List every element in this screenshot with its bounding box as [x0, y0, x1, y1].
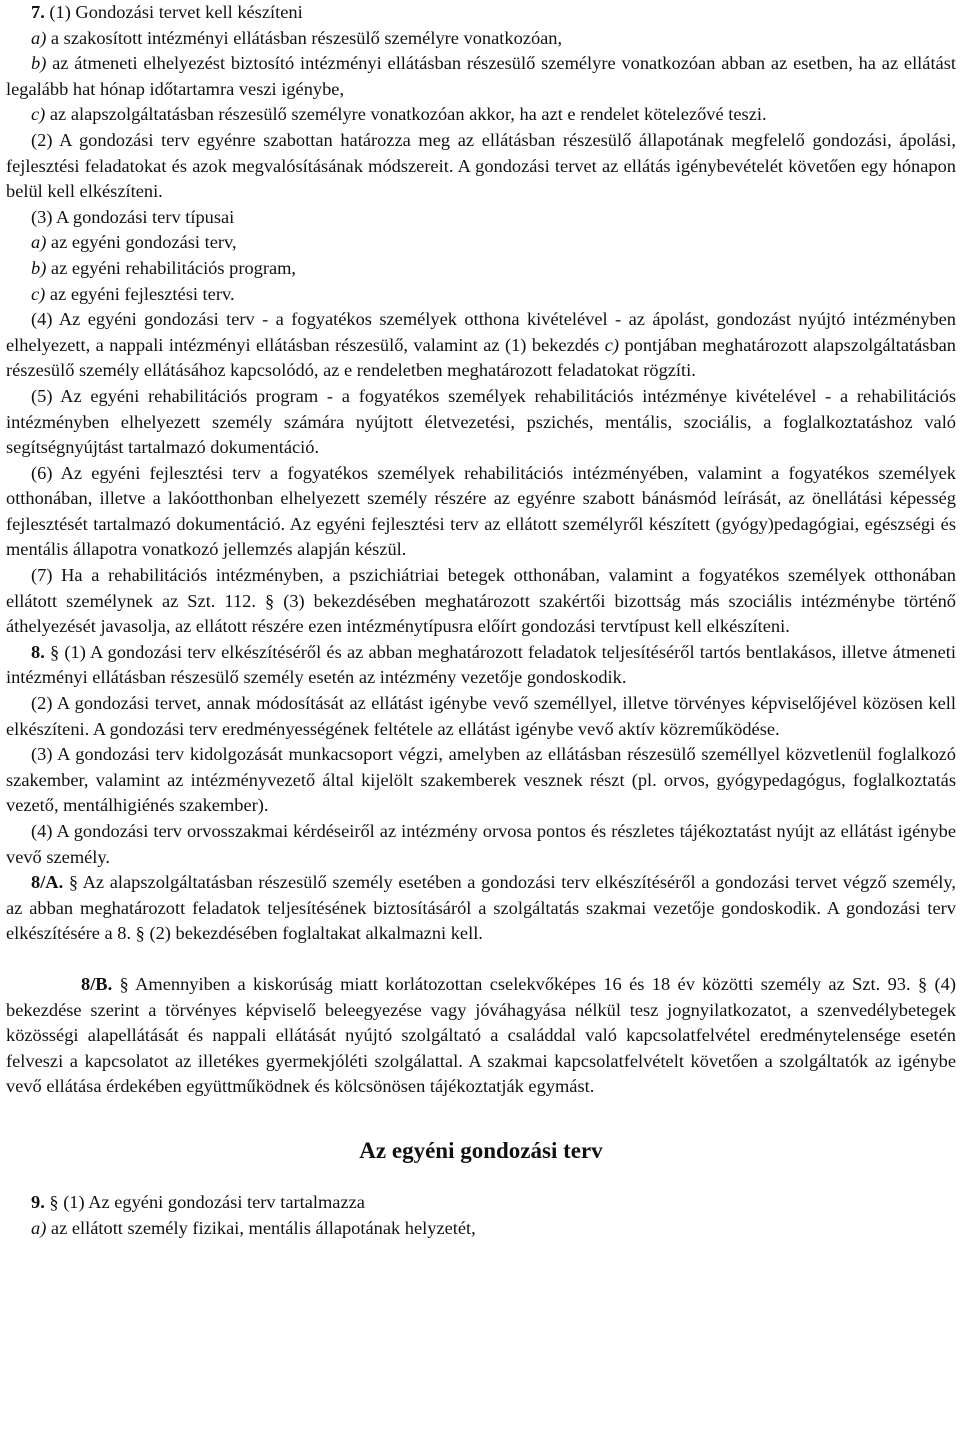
para-text: § Az alapszolgáltatásban részesülő személy esetében a gondozási terv elkészítéséről a gondozási tervet végző személy, az abban meghatározott feladatok teljesítésének biztosításáról a szolgáltatás szakmai vezetője gondoskodik. A gondozási terv elkészítésére a 8. § (2) bekezdésében foglaltakat alkalmazni kell. — [6, 872, 956, 944]
item-text: az alapszolgáltatásban részesülő személyre vonatkozóan akkor, ha azt e rendelet kötelezővé teszi. — [45, 104, 767, 125]
item-label: b) — [31, 53, 47, 74]
section-9-para-1 — [6, 1190, 956, 1216]
section-7-para-1 — [6, 0, 956, 26]
section-7-para-3-item-b — [6, 256, 956, 282]
spacer — [6, 1166, 956, 1190]
para-text: § (1) A gondozási terv elkészítéséről és az abban meghatározott feladatok teljesítéséről tartós bentlakásos, illetve átmeneti intézményi ellátásban részesülő személy esetén az intézmény vezetője gondoskodik. — [6, 641, 956, 688]
spacer — [6, 947, 956, 972]
section-7-para-7: (7) Ha a rehabilitációs intézményben, a pszichiátriai betegek otthonában, valamint a fogyatékos személyek otthonában ellátott személynek az Szt. 112. § (3) bekezdésében meghatározott szakértői bizottság más szociális intézménybe történő áthelyezését javasolja, az ellátott részére ezen intézménytípusra előírt gondozási tervtípust kell elkészíteni. — [6, 565, 956, 637]
item-label: a) — [31, 232, 47, 253]
section-7-para-3: (3) A gondozási terv típusai — [31, 206, 235, 227]
section-7-para-6: (6) Az egyéni fejlesztési terv a fogyatékos személyek rehabilitációs intézményében, valamint a fogyatékos személyek otthonában, illetve a lakóotthonban elhelyezett személy részére az egyénre szabott bánásmód leírását, az önellátási képesség fejlesztését tartalmazó dokumentáció. Az egyéni fejlesztési terv az ellátott személyről készített (gyógy)pedagógiai, egészségi és mentális állapotra vonatkozó jellemzés alapján készül. — [6, 462, 956, 560]
section-9-number: 9. — [31, 1191, 45, 1212]
item-label: a) — [31, 1217, 47, 1238]
section-8a — [6, 870, 956, 947]
item-text: az átmeneti elhelyezést biztosító intézményi ellátásban részesülő személyre vonatkozóan abban az esetben, ha az ellátást legalább hat hónap időtartamra veszi igénybe, — [6, 53, 956, 99]
para-text: § (1) Az egyéni gondozási terv tartalmazza — [44, 1191, 365, 1212]
item-label: b) — [31, 257, 47, 278]
document-page — [6, 0, 956, 1241]
item-text: az egyéni fejlesztési terv. — [45, 283, 235, 304]
section-7-item-a — [6, 26, 956, 52]
section-8-para-4: (4) A gondozási terv orvosszakmai kérdéseiről az intézmény orvosa pontos és részletes tájékoztatást nyújt az ellátást igénybe vevő személy. — [6, 821, 956, 867]
section-8-para-3: (3) A gondozási terv kidolgozását munkacsoport végzi, amelyben az ellátásban részesülő személlyel közvetlenül foglalkozó szakember, valamint az intézményvezető által kijelölt szakemberek vesznek részt (pl. orvos, gyógypedagógus, foglalkoztatás vezető, mentálhigiénés szakember). — [6, 744, 956, 816]
section-7-para-4 — [6, 307, 956, 384]
section-7-para-2: (2) A gondozási terv egyénre szabottan határozza meg az ellátásban részesülő állapotának megfelelő gondozási, ápolási, fejlesztési feladatokat és azok megvalósításának módszereit. A gondozási tervet az ellátás igénybevételét követően egy hónapon belül kell elkészíteni. — [6, 129, 956, 202]
item-label: c) — [31, 104, 46, 125]
section-8b-number: 8/B. — [81, 973, 113, 994]
para-text: pontjában meghatározott alapszolgáltatásban részesülő személy ellátásához kapcsolódó, az e rendeletben meghatározott feladatokat rögzíti. — [6, 334, 957, 381]
section-7-number: 7. — [31, 2, 45, 22]
section-8b — [6, 972, 956, 1100]
item-label: c) — [604, 334, 619, 355]
item-text: az egyéni rehabilitációs program, — [46, 257, 297, 278]
section-7-para-1-text: (1) Gondozási tervet kell készíteni — [44, 2, 303, 22]
section-8-number: 8. — [31, 641, 45, 662]
section-7-para-3-item-c — [6, 282, 956, 308]
para-text: § Amennyiben a kiskorúság miatt korlátozottan cselekvőképes 16 és 18 év közötti személy az Szt. 93. § (4) bekezdése szerint a törvényes képviselő beleegyezése vagy jóváhagyása nélkül tesz jognyilatkozatot, a szenvedélybetegek közösségi alapellátását és nappali ellátását nyújtó szolgáltató a családdal való kapcsolatfelvétel eredménytelensége esetén felveszi a kapcsolatot az illetékes gyermekjóléti szolgálattal. A szakmai kapcsolatfelvételt követően a szolgáltatók az igénybe vevő ellátása érdekében együttműködnek és kölcsönösen tájékoztatják egymást. — [6, 973, 956, 1097]
section-8-para-1 — [6, 640, 956, 691]
section-heading: Az egyéni gondozási terv — [359, 1137, 603, 1163]
item-label: a) — [31, 27, 47, 48]
item-text: az egyéni gondozási terv, — [46, 232, 237, 253]
section-7-para-3-item-a — [6, 230, 956, 256]
para-text: (4) Az egyéni gondozási terv - a fogyatékos személyek otthona kivételével - az ápolást, gondozást nyújtó intézményben elhelyezett, a nappali intézményi ellátásban részesülő, valamint az (1) bekezdés — [6, 309, 956, 355]
section-8a-number: 8/A. — [31, 872, 64, 893]
item-label: c) — [31, 283, 46, 304]
section-7-item-c — [6, 102, 956, 128]
item-text: a szakosított intézményi ellátásban részesülő személyre vonatkozóan, — [46, 27, 563, 48]
section-7-item-b — [6, 51, 956, 102]
section-9-item-a — [6, 1216, 956, 1242]
item-text: az ellátott személy fizikai, mentális állapotának helyzetét, — [46, 1217, 476, 1238]
spacer — [6, 1100, 956, 1136]
section-7-para-5: (5) Az egyéni rehabilitációs program - a fogyatékos személyek rehabilitációs intézménye kivételével - a rehabilitációs intézményben elhelyezett személy számára nyújtott életvezetési, pszichés, mentális, szociális, a foglalkoztatáshoz való segítségnyújtást tartalmazó dokumentáció. — [6, 385, 956, 458]
section-8-para-2: (2) A gondozási tervet, annak módosítását az ellátást igénybe vevő személlyel, illetve törvényes képviselőjével közösen kell elkészíteni. A gondozási terv eredményességének feltétele az ellátást igénybe vevő aktív közreműködése. — [6, 693, 956, 739]
